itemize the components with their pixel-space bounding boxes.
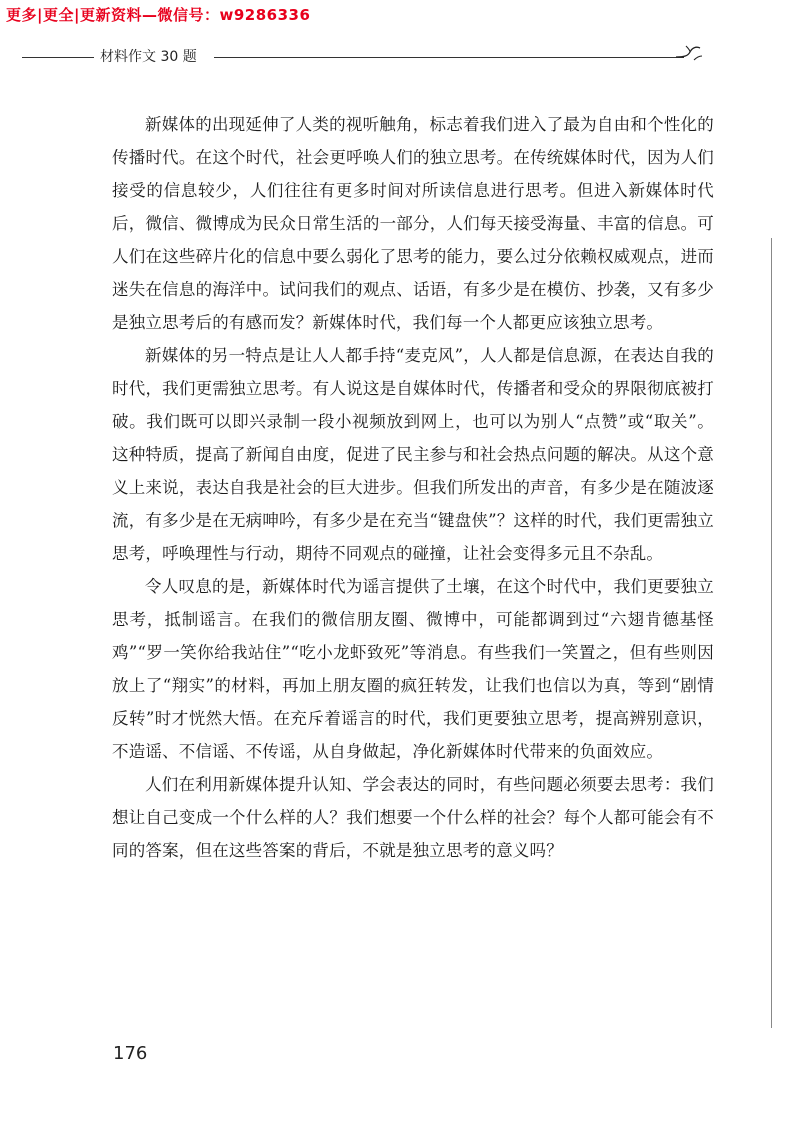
- page-number: 176: [113, 1043, 148, 1064]
- running-head-title: 材料作文 30 题: [100, 49, 197, 65]
- paragraph: 新媒体的出现延伸了人类的视听触角，标志着我们进入了最为自由和个性化的传播时代。在这个时代，社会更呼唤人们的独立思考。在传统媒体时代，因为人们接受的信息较少，人们往往有更多时间对所读信息进行思考。但进入新媒体时代后，微信、微博成为民众日常生活的一部分，人们每天接受海量、丰富的信息。可人们在这些碎片化的信息中要么弱化了思考的能力，要么过分依赖权威观点，进而迷失在信息的海洋中。试问我们的观点、话语，有多少是在模仿、抄袭，又有多少是独立思考后的有感而发？新媒体时代，我们每一个人都更应该独立思考。: [112, 115, 714, 332]
- article-body: [112, 108, 714, 867]
- page-edge-rule: [771, 238, 772, 1028]
- running-head: [0, 42, 800, 72]
- paragraph: 令人叹息的是，新媒体时代为谣言提供了土壤，在这个时代中，我们更要独立思考，抵制谣言。在我们的微信朋友圈、微博中，可能都调到过“六翅肯德基怪鸡”“罗一笑你给我站住”“吃小龙虾致死”等消息。有些我们一笑置之，但有些则因放上了“翔实”的材料，再加上朋友圈的疯狂转发，让我们也信以为真，等到“剧情反转”时才恍然大悟。在充斥着谣言的时代，我们更要独立思考，提高辨别意识，不造谣、不信谣、不传谣，从自身做起，净化新媒体时代带来的负面效应。: [112, 577, 714, 761]
- paragraph: 人们在利用新媒体提升认知、学会表达的同时，有些问题必须要去思考：我们想让自己变成一个什么样的人？我们想要一个什么样的社会？每个人都可能会有不同的答案，但在这些答案的背后，不就是独立思考的意义吗？: [112, 775, 714, 860]
- header-rule-right: [214, 57, 684, 58]
- header-ornament-icon: [674, 42, 704, 66]
- paragraph: 新媒体的另一特点是让人人都手持“麦克风”，人人都是信息源，在表达自我的时代，我们更需独立思考。有人说这是自媒体时代，传播者和受众的界限彻底被打破。我们既可以即兴录制一段小视频放到网上，也可以为别人“点赞”或“取关”。这种特质，提高了新闻自由度，促进了民主参与和社会热点问题的解决。从这个意义上来说，表达自我是社会的巨大进步。但我们所发出的声音，有多少是在随波逐流，有多少是在无病呻吟，有多少是在充当“键盘侠”？这样的时代，我们更需独立思考，呼唤理性与行动，期待不同观点的碰撞，让社会变得多元且不杂乱。: [112, 346, 714, 563]
- watermark-text: 更多|更全|更新资料—微信号：w9286336: [6, 6, 311, 24]
- header-rule-left: [22, 57, 94, 58]
